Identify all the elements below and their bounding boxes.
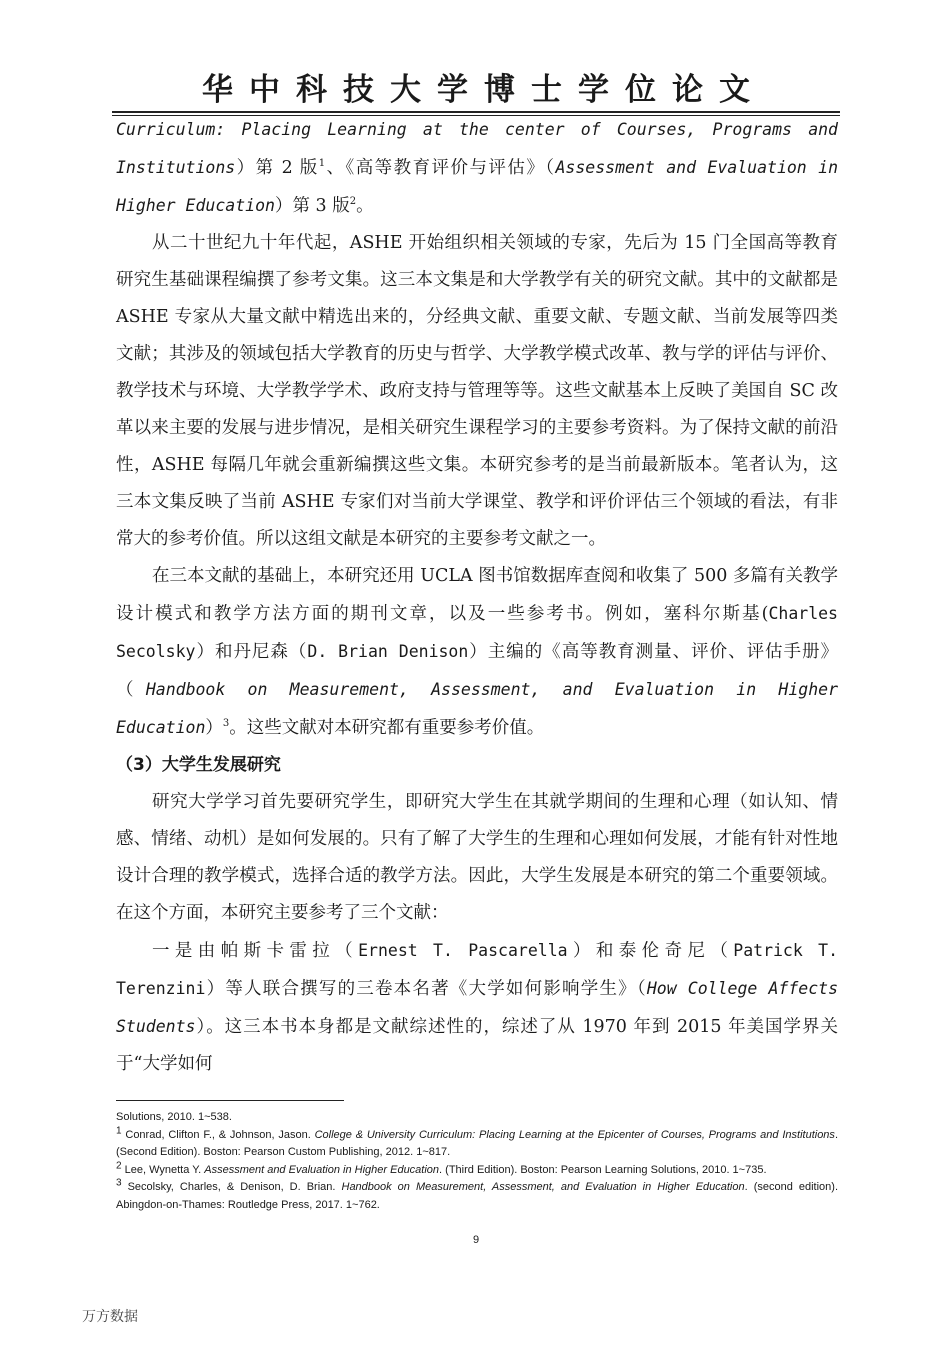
footnote-continuation: Solutions, 2010. 1~538. xyxy=(116,1111,232,1123)
footnote-ref-3: 3 xyxy=(222,718,230,730)
paragraph-ashe: 从二十世纪九十年代起，ASHE 开始组织相关领域的专家，先后为 15 门全国高等教育研究生基础课程编撰了参考文集。这三本文集是和大学教学有关的研究文献。其中的文献都是 ASHE 专家从大量文献中精选出来的，分经典文献、重要文献、专题文献、当前发展等四类文献；其涉及的领域包括大学教育的历史与哲学、大学教学模式改革、教与学的评估与评价、教学技术与环境、大学教学学术、政府支持与管理等等。这些文献基本上反映了美国自 SC 改革以来主要的发展与进步情况，是相关研究生课程学习的主要参考资料。为了保持文献的前沿性，ASHE 每隔几年就会重新编撰这些文集。本研究参考的是当前最新版本。笔者认为，这三本文集反映了当前 ASHE 专家们对当前大学课堂、教学和评价评估三个领域的看法，有非常大的参考价值。所以这组文献是本研究的主要参考文献之一。 xyxy=(116,233,838,549)
page-header xyxy=(112,70,840,110)
paragraph-continuation: Curriculum: Placing Learning at the center of Courses, Programs and Institutions）第 2 版$^1$、《高等教育评价与评估》（Assessment and Evaluation in Higher Education）第 3 版$^2$。 xyxy=(116,120,838,216)
footnote-ref-2: 2 xyxy=(349,196,357,208)
footnote-1: $^1$ Conrad, Clifton F., & Johnson, Jason. College & University Curriculum: Placing Learning at the Epicenter of Courses, Programs and Institutions. (Second Edition). Boston: Pearson Custom Publishing, 2012. 1~817. xyxy=(116,1124,838,1158)
main-body xyxy=(116,111,838,1083)
paragraph-pascarella: 一是由帕斯卡雷拉（Ernest T. Pascarella）和泰伦奇尼（Patrick T. Terenzini）等人联合撰写的三卷本名著《大学如何影响学生》（How College Affects Students）。这三本书本身都是文献综述性的，综述了从 1970 年到 2015 年美国学界关于“大学如何 xyxy=(116,941,839,1074)
footnote-separator xyxy=(116,1100,344,1101)
section-heading: （3）大学生发展研究 xyxy=(116,755,281,775)
paragraph-ucla: 在三本文献的基础上，本研究还用 UCLA 图书馆数据库查阅和收集了 500 多篇有关教学设计模式和教学方法方面的期刊文章，以及一些参考书。例如，塞科尔斯基(Charles Secolsky）和丹尼森（D. Brian Denison）主编的《高等教育测量、评价、评估手册》（Handbook on Measurement, Assessment, and Evaluation in Higher Education）$^3$。这些文献对本研究都有重要参考价值。 xyxy=(116,566,839,738)
paragraph-student-development: 研究大学学习首先要研究学生，即研究大学生在其就学期间的生理和心理（如认知、情感、情绪、动机）是如何发展的。只有了解了大学生的生理和心理如何发展，才能有针对性地设计合理的教学模式，选择合适的教学方法。因此，大学生发展是本研究的第二个重要领域。在这个方面，本研究主要参考了三个文献： xyxy=(116,792,838,923)
footnote-ref-1: 1 xyxy=(318,158,326,170)
watermark: 万方数据 xyxy=(82,1309,138,1325)
footnote-2: $^2$ Lee, Wynetta Y. Assessment and Evaluation in Higher Education. (Third Edition). Boston: Pearson Learning Solutions, 2010. 1~735. xyxy=(116,1159,767,1176)
thesis-title: 华中科技大学博士学位论文 xyxy=(202,72,766,108)
footnote-3: $^3$ Secolsky, Charles, & Denison, D. Brian. Handbook on Measurement, Assessment, and Evaluation in Higher Education. (second edition). Abingdon-on-Thames: Routledge Press, 2017. 1~762. xyxy=(116,1177,839,1211)
footnotes xyxy=(116,1109,838,1214)
page-number: 9 xyxy=(472,1234,480,1246)
